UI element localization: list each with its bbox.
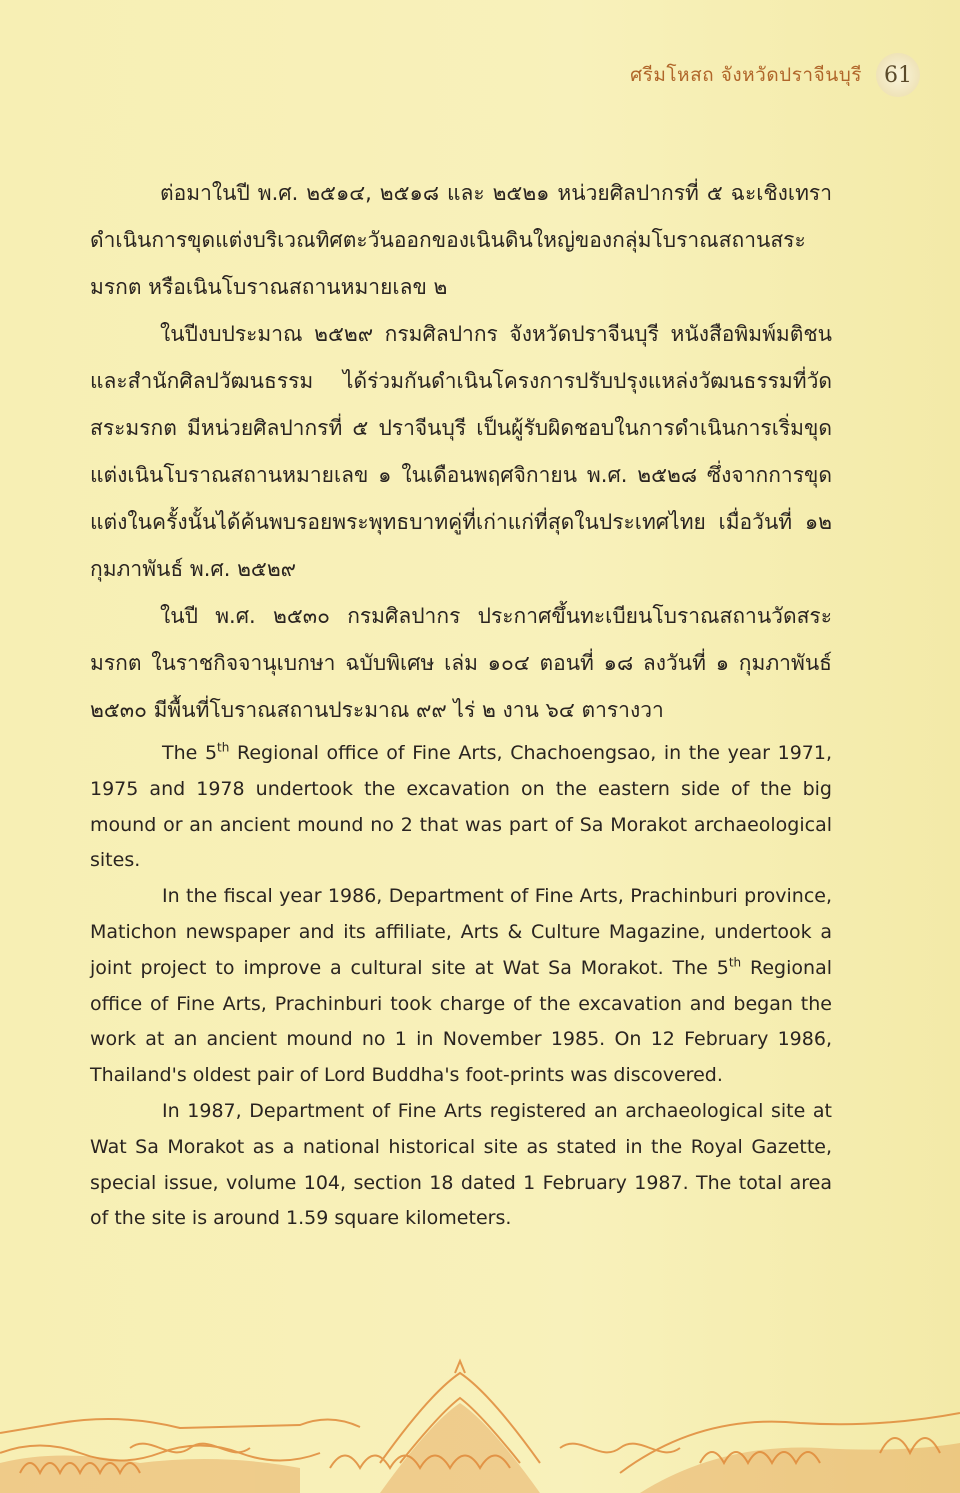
english-section <box>90 736 832 1237</box>
ordinal-suffix: th <box>217 740 230 755</box>
thai-paragraph-1: ต่อมาในปี พ.ศ. ๒๕๑๔, ๒๕๑๘ และ ๒๕๒๑ หน่วยศิลปากรที่ ๕ ฉะเชิงเทรา ดำเนินการขุดแต่งบริเวณทิศตะวันออกของเนินดินใหญ่ของกลุ่มโบราณสถานสระมรกต หรือเนินโบราณสถานหมายเลข ๒ <box>90 181 832 299</box>
footer-ornament <box>0 1353 960 1493</box>
thai-paragraph-3: ในปี พ.ศ. ๒๕๓๐ กรมศิลปากร ประกาศขึ้นทะเบียนโบราณสถานวัดสระมรกต ในราชกิจจานุเบกษา ฉบับพิเศษ เล่ม ๑๐๔ ตอนที่ ๑๘ ลงวันที่ ๑ กุมภาพันธ์ ๒๕๓๐ มีพื้นที่โบราณสถานประมาณ ๙๙ ไร่ ๒ งาน ๖๔ ตารางวา <box>90 604 832 722</box>
page-number: 61 <box>876 53 920 97</box>
english-paragraph-1 <box>90 736 832 879</box>
page-header <box>630 58 920 92</box>
english-paragraph-2-start: In the fiscal year 1986, Department of Fine Arts, Prachinburi province, Matichon newspaper and its affiliate, Arts & Culture Magazine, undertook a joint project to improve a cultural site at Wat Sa Morakot. The 5 <box>90 885 832 979</box>
english-paragraph-2 <box>90 879 832 1094</box>
running-title: ศรีมโหสถ จังหวัดปราจีนบุรี <box>630 64 862 86</box>
english-paragraph-3: In 1987, Department of Fine Arts registered an archaeological site at Wat Sa Morakot as a national historical site as stated in the Royal Gazette, special issue, volume 104, section 18 dated 1 February 1987. The total area of the site is around 1.59 square kilometers. <box>90 1099 832 1230</box>
english-paragraph-2-rest: Regional office of Fine Arts, Prachinburi took charge of the excavation and began the work at an ancient mound no 1 in November 1985. On 12 February 1986, Thailand's oldest pair of Lord Buddha's foot-prints was discovered. <box>90 956 832 1087</box>
english-paragraph-1-rest: Regional office of Fine Arts, Chachoengsao, in the year 1971, 1975 and 1978 undertook the excavation on the eastern side of the big mound or an ancient mound no 2 that was part of Sa Morakot archaeological sites. <box>90 742 833 872</box>
body-text <box>90 170 832 1237</box>
thai-paragraph-2: ในปีงบประมาณ ๒๕๒๙ กรมศิลปากร จังหวัดปราจีนบุรี หนังสือพิมพ์มติชน และสำนักศิลปวัฒนธรรม ได้ร่วมกันดำเนินโครงการปรับปรุงแหล่งวัฒนธรรมที่วัดสระมรกต มีหน่วยศิลปากรที่ ๕ ปราจีนบุรี เป็นผู้รับผิดชอบในการดำเนินการเริ่มขุดแต่งเนินโบราณสถานหมายเลข ๑ ในเดือนพฤศจิกายน พ.ศ. ๒๕๒๘ ซึ่งจากการขุดแต่งในครั้งนั้นได้ค้นพบรอยพระพุทธบาทคู่ที่เก่าแก่ที่สุดในประเทศไทย เมื่อวันที่ ๑๒ กุมภาพันธ์ พ.ศ. ๒๕๒๙ <box>90 322 832 581</box>
english-paragraph-1-start: The 5 <box>162 742 218 764</box>
ordinal-suffix: th <box>728 955 742 970</box>
